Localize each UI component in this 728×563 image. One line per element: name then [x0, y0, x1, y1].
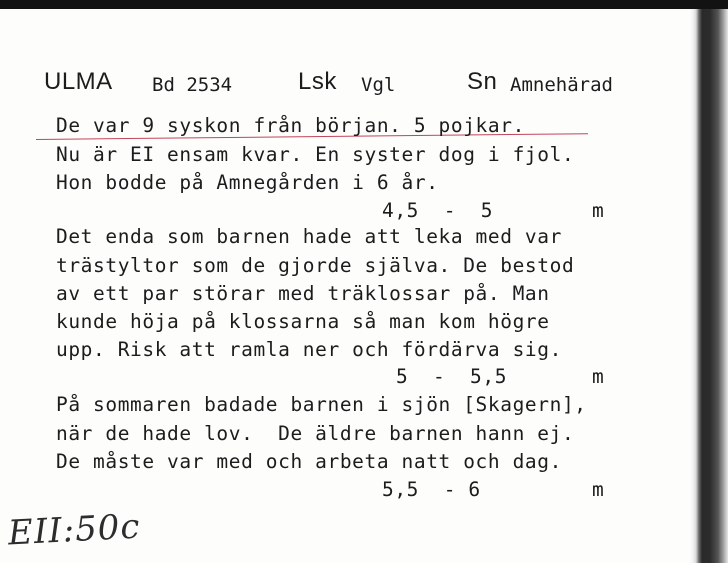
text-line-4: Det enda som barnen hade att leka med var [56, 225, 562, 248]
socken-label: Sn [467, 68, 498, 95]
volume-value: Bd 2534 [152, 74, 233, 96]
archive-label: ULMA [44, 68, 113, 95]
text-line-1: De var 9 syskon från början. 5 pojkar. [56, 114, 525, 137]
measure-range-3: 5,5 - 6 [382, 478, 481, 501]
text-line-3: Hon bodde på Amnegården i 6 år. [56, 171, 439, 194]
text-line-7: kunde höja på klossarna så man kom högre [56, 310, 550, 333]
measure-unit-2: m [592, 365, 605, 388]
text-line-9: På sommaren badade barnen i sjön [Skagern], [56, 393, 587, 416]
measure-unit-1: m [592, 199, 605, 222]
card-top-edge [0, 0, 728, 9]
landskap-value: Vgl [361, 74, 396, 96]
measure-unit-3: m [592, 478, 605, 501]
text-line-11: De måste var med och arbeta natt och dag. [56, 450, 562, 473]
measure-range-1: 4,5 - 5 [382, 199, 494, 222]
text-line-10: när de hade lov. De äldre barnen hann ej. [56, 422, 575, 445]
socken-value: Amnehärad [510, 74, 613, 96]
text-line-2: Nu är EI ensam kvar. En syster dog i fjol. [56, 143, 575, 166]
text-line-8: upp. Risk att ramla ner och fördärva sig. [56, 338, 562, 361]
card-right-edge [690, 9, 728, 563]
handwritten-signum: EII:50c [7, 506, 142, 554]
text-line-6: av ett par störar med träklossar på. Man [56, 282, 550, 305]
measure-range-2: 5 - 5,5 [396, 365, 508, 388]
text-line-5: trästyltor som de gjorde själva. De bestod [56, 254, 575, 277]
landskap-label: Lsk [298, 68, 337, 95]
